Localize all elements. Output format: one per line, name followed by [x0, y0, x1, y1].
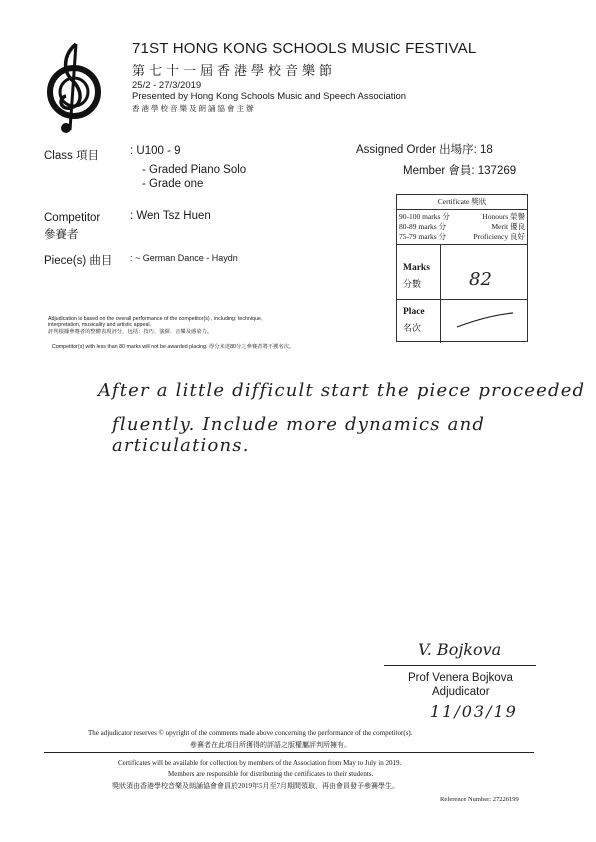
festival-title: 71ST HONG KONG SCHOOLS MUSIC FESTIVAL: [132, 40, 477, 57]
competitor-label-zh: 參賽者: [44, 229, 79, 241]
member-number: Member 會員: 137269: [403, 165, 517, 177]
marks-value: 82: [469, 269, 492, 290]
adjudicator-name: Prof Venera Bojkova: [408, 672, 513, 684]
footer-divider: [44, 752, 534, 753]
presented-by: Presented by Hong Kong Schools Music and Speech Association: [132, 91, 407, 102]
class-label: Class 項目: [44, 150, 99, 162]
class-code: : U100 - 9: [130, 145, 181, 157]
class-desc-1: - Graded Piano Solo: [142, 164, 247, 176]
comment-line-2: fluently. Include more dynamics and articulations.: [112, 414, 486, 456]
cert-award: Honours 榮譽: [482, 212, 525, 221]
pieces-value: : ~ German Dance - Haydn: [130, 253, 238, 263]
festival-logo-icon: [40, 40, 110, 136]
certificate-header: Certificate 獎狀: [397, 195, 527, 210]
place-dash-mark: [453, 307, 517, 333]
adjudication-date: 11/03/19: [430, 702, 518, 721]
marks-label-zh: 分數: [403, 279, 422, 289]
place-label: Place: [403, 307, 425, 317]
footer-line-3: 獎狀須由香港學校音樂及朗誦協會會員於2019年5月至7月期間領取，再由會員發予參賽學生。: [112, 782, 399, 790]
signature-line: [384, 665, 536, 666]
cert-row-proficiency: [399, 231, 527, 242]
reference-number: Reference Number: 27226199: [440, 796, 519, 803]
copyright-line-1: The adjudicator reserves © opyright of the comments made above concerning the performance of the competitor(s).: [88, 729, 413, 737]
presented-by-zh: 香港學校音樂及朗誦協會主辦: [132, 104, 256, 113]
class-desc-2: - Grade one: [142, 178, 204, 190]
competitor-name: : Wen Tsz Huen: [130, 210, 211, 222]
cert-award: Merit 優良: [491, 222, 525, 231]
placing-note: Competitor(s) with less than 80 marks will not be awarded placing. 得分未達80分之參賽者將不獲名次。: [52, 344, 295, 350]
copyright-line-2: 參賽者在此項目所獲得的評語之版權屬評判所擁有。: [190, 741, 351, 749]
assigned-order: Assigned Order 出場序: 18: [356, 144, 493, 156]
place-label-zh: 名次: [403, 323, 422, 333]
adjudicator-signature: V. Bojkova: [418, 640, 502, 659]
cert-range: 75-79 marks 分: [399, 232, 447, 241]
marks-label: Marks: [403, 263, 430, 273]
comment-line-1: After a little difficult start the piece proceeded: [98, 380, 586, 401]
footer-line-2: Members are responsible for distributing the certificates to their students.: [168, 770, 374, 778]
pieces-label: Piece(s) 曲目: [44, 255, 113, 267]
festival-dates: 25/2 - 27/3/2019: [132, 80, 202, 91]
cert-range: 90-100 marks 分: [399, 212, 450, 221]
cert-range: 80-89 marks 分: [399, 222, 447, 231]
competitor-label: Competitor: [44, 212, 101, 224]
footer-line-1: Certificates will be available for collection by members of the Association from May to July in 2019.: [118, 759, 402, 767]
adjudication-note: Adjudication is based on the overall performance of the competitor(s) , including: technique, interpretation, musicality and artistic appeal. 評判根據參賽者的整體表現評分，包括：技巧、演繹、音樂及感染力。: [48, 316, 263, 335]
festival-title-zh: 第七十一屆香港學校音樂節: [132, 63, 337, 78]
adjudicator-role: Adjudicator: [432, 686, 490, 698]
certificate-box: [396, 194, 528, 342]
cert-award: Proficiency 良好: [473, 232, 525, 241]
